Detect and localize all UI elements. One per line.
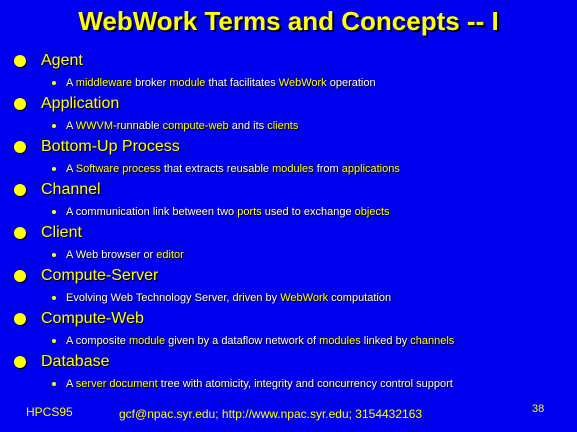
- highlighted-term: middleware: [75, 77, 133, 89]
- term-item: [0, 93, 577, 136]
- term-label: Client: [41, 224, 82, 241]
- term-item: [0, 179, 577, 222]
- highlighted-term: ports: [237, 206, 262, 218]
- description-row: [52, 75, 376, 91]
- description-text: broker: [132, 77, 170, 89]
- highlighted-term: Software process: [75, 163, 161, 175]
- main-bullet-icon: [14, 313, 26, 325]
- description-text: -runnable: [113, 120, 163, 132]
- sub-bullet-icon: [52, 382, 56, 386]
- description-row: [52, 376, 453, 392]
- term-label: Bottom-Up Process: [41, 138, 180, 155]
- description-text: that facilitates: [205, 77, 279, 89]
- term-item: [0, 351, 577, 394]
- term-description: [66, 206, 390, 218]
- footer-conference: HPCS95: [26, 405, 73, 419]
- term-label: Agent: [41, 52, 83, 69]
- term-item: [0, 265, 577, 308]
- description-row: [52, 290, 391, 306]
- term-description: [66, 249, 184, 261]
- sub-bullet-icon: [52, 81, 56, 85]
- term-row: [14, 351, 110, 373]
- description-text: operation: [326, 77, 376, 89]
- description-text: computation: [328, 292, 392, 304]
- term-row: [14, 222, 82, 244]
- term-label: Compute-Web: [41, 310, 144, 327]
- main-bullet-icon: [14, 141, 26, 153]
- highlighted-term: module: [128, 335, 166, 347]
- sub-bullet-icon: [52, 210, 56, 214]
- description-text: Evolving Web Technology Server, driven by: [66, 292, 281, 304]
- highlighted-term: server document: [75, 378, 158, 390]
- highlighted-term: editor: [156, 249, 184, 261]
- description-row: [52, 118, 298, 134]
- sub-bullet-icon: [52, 167, 56, 171]
- description-row: [52, 204, 390, 220]
- term-row: [14, 179, 101, 201]
- highlighted-term: WebWork: [280, 292, 329, 304]
- description-text: given by a dataflow network of: [165, 335, 320, 347]
- slide-title: WebWork Terms and Concepts -- I: [78, 6, 499, 36]
- term-row: [14, 136, 180, 158]
- term-label: Compute-Server: [41, 267, 159, 284]
- main-bullet-icon: [14, 356, 26, 368]
- highlighted-term: objects: [354, 206, 390, 218]
- term-description: [66, 335, 454, 347]
- term-description: [66, 120, 298, 132]
- highlighted-term: WebWork: [278, 77, 327, 89]
- highlighted-term: applications: [341, 163, 400, 175]
- term-item: [0, 50, 577, 93]
- term-row: [14, 308, 144, 330]
- description-text: from: [313, 163, 342, 175]
- sub-bullet-icon: [52, 253, 56, 257]
- term-item: [0, 308, 577, 351]
- sub-bullet-icon: [52, 124, 56, 128]
- term-description: [66, 378, 453, 390]
- term-label: Application: [41, 95, 120, 112]
- main-bullet-icon: [14, 270, 26, 282]
- description-text: A: [66, 120, 76, 132]
- main-bullet-icon: [14, 227, 26, 239]
- description-row: [52, 161, 400, 177]
- description-text: that extracts reusable: [160, 163, 273, 175]
- description-text: A composite: [66, 335, 129, 347]
- description-text: A: [66, 77, 76, 89]
- description-text: A Web browser or: [66, 249, 157, 261]
- description-row: [52, 333, 454, 349]
- highlighted-term: modules: [272, 163, 314, 175]
- term-row: [14, 93, 119, 115]
- sub-bullet-icon: [52, 339, 56, 343]
- term-description: [66, 77, 376, 89]
- term-description: [66, 292, 391, 304]
- description-text: and its: [228, 120, 268, 132]
- main-bullet-icon: [14, 55, 26, 67]
- main-bullet-icon: [14, 98, 26, 110]
- highlighted-term: modules: [319, 335, 361, 347]
- term-row: [14, 50, 83, 72]
- description-text: linked by: [360, 335, 411, 347]
- highlighted-term: compute-web: [162, 120, 229, 132]
- description-text: A: [66, 163, 76, 175]
- description-text: tree with atomicity, integrity and concurrency control support: [157, 378, 453, 390]
- footer-contact: gcf@npac.syr.edu; http://www.npac.syr.edu; 3154432163: [119, 407, 423, 421]
- description-row: [52, 247, 184, 263]
- term-item: [0, 222, 577, 265]
- sub-bullet-icon: [52, 296, 56, 300]
- term-label: Channel: [41, 181, 101, 198]
- term-row: [14, 265, 158, 287]
- page-number: 38: [532, 403, 545, 415]
- highlighted-term: channels: [410, 335, 455, 347]
- description-text: A: [66, 378, 76, 390]
- term-item: [0, 136, 577, 179]
- highlighted-term: module: [169, 77, 206, 89]
- description-text: A communication link between two: [66, 206, 238, 218]
- highlighted-term: clients: [267, 120, 299, 132]
- description-text: used to exchange: [261, 206, 355, 218]
- term-label: Database: [41, 353, 110, 370]
- term-description: [66, 163, 400, 175]
- term-list: [0, 50, 577, 394]
- highlighted-term: WWVM: [75, 120, 114, 132]
- main-bullet-icon: [14, 184, 26, 196]
